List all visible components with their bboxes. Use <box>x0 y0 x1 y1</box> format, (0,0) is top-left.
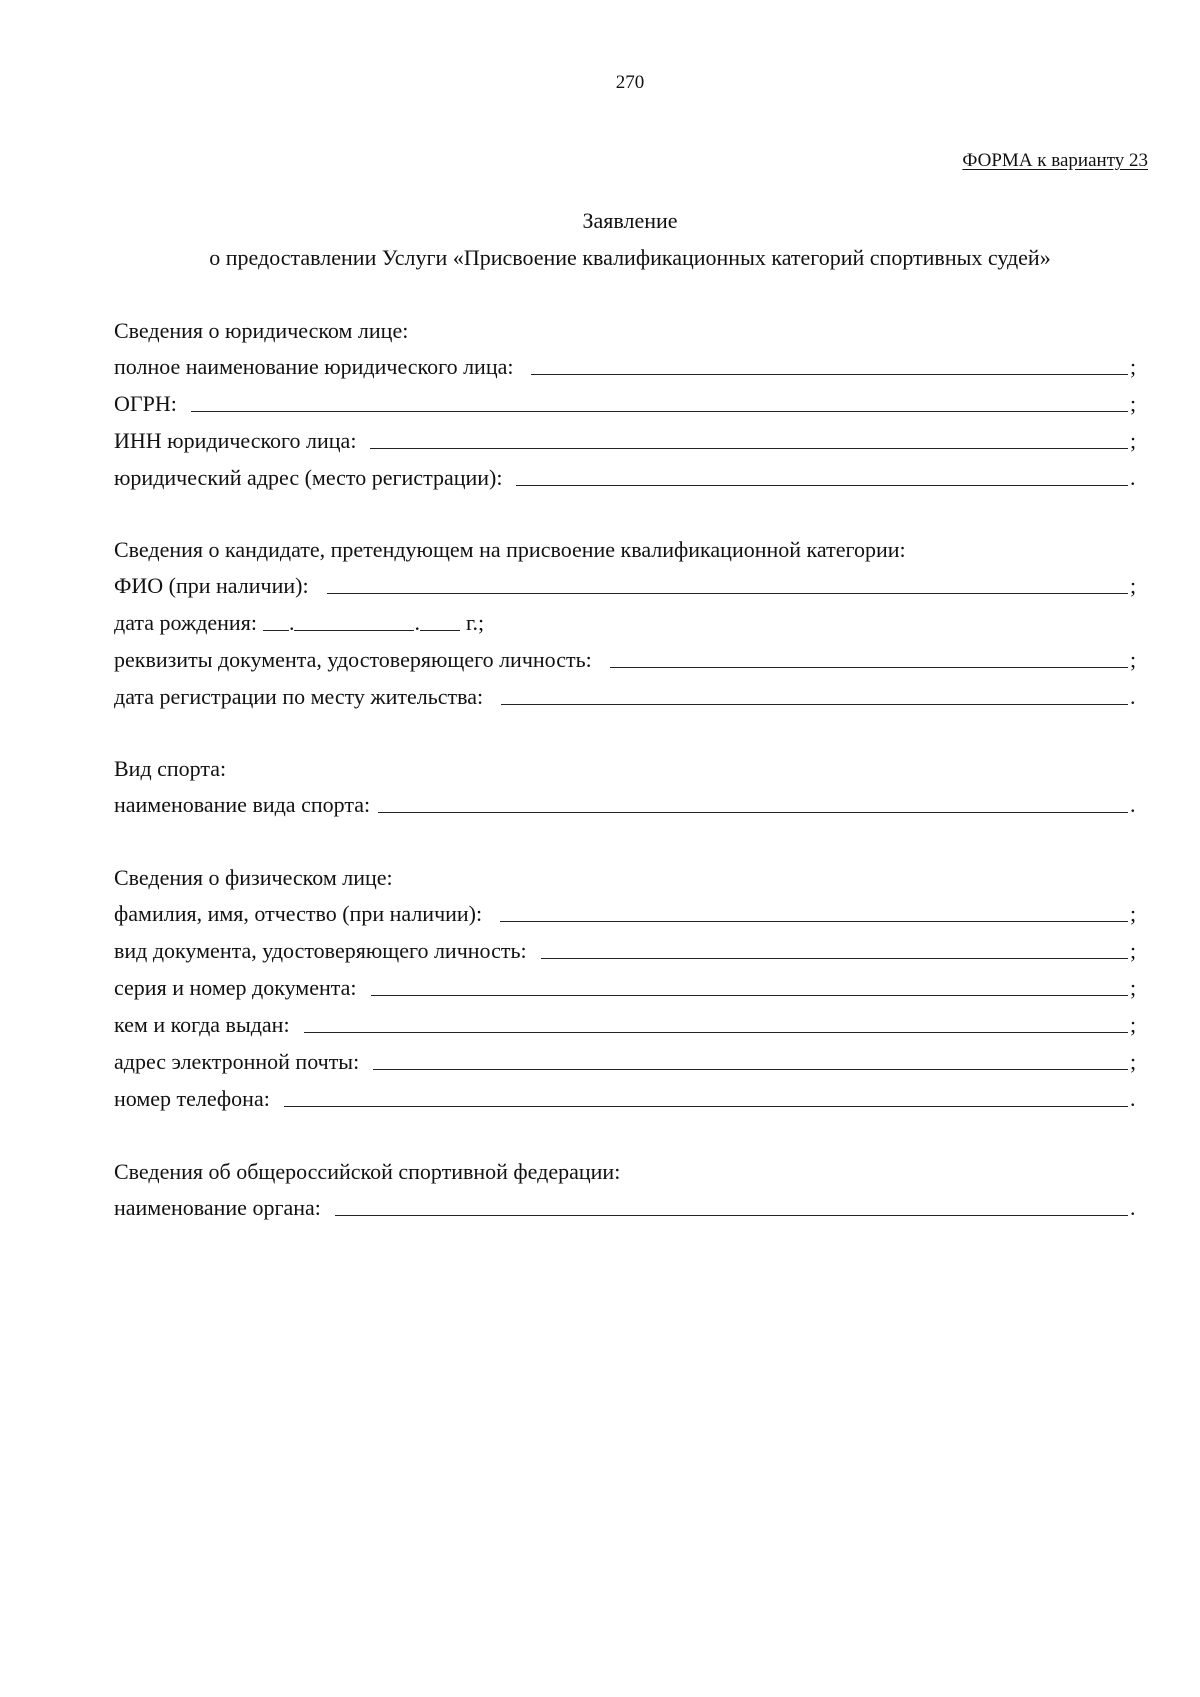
date-suffix: г.; <box>465 610 485 635</box>
fill-line-ogrn[interactable] <box>191 391 1128 412</box>
field-punct: ; <box>1130 354 1137 379</box>
field-label: реквизиты документа, удостоверяющего личность: <box>114 647 592 672</box>
field-punct: . <box>1130 1195 1136 1220</box>
field-row-inn <box>114 424 1138 454</box>
field-label: ИНН юридического лица: <box>114 428 357 453</box>
fill-line-document-type[interactable] <box>541 938 1128 959</box>
section-heading-sport: Вид спорта: <box>114 756 227 781</box>
field-label: адрес электронной почты: <box>114 1049 360 1074</box>
field-label: дата регистрации по месту жительства: <box>114 684 484 709</box>
field-punct: ; <box>1130 975 1137 1000</box>
field-label: юридический адрес (место регистрации): <box>114 465 503 490</box>
field-punct: ; <box>1130 391 1137 416</box>
field-label: полное наименование юридического лица: <box>114 354 514 379</box>
fill-line-full-name[interactable] <box>500 901 1128 922</box>
field-punct: ; <box>1130 428 1137 453</box>
field-punct: ; <box>1130 901 1137 926</box>
section-heading-legal-entity: Сведения о юридическом лице: <box>114 318 409 343</box>
field-row-federation-name <box>114 1191 1138 1221</box>
document-subtitle: о предоставлении Услуги «Присвоение квалификационных категорий спортивных судей» <box>209 245 1051 270</box>
field-label: вид документа, удостоверяющего личность: <box>114 938 527 963</box>
section-heading-candidate: Сведения о кандидате, претендующем на присвоение квалификационной категории: <box>114 537 906 562</box>
date-separator: . <box>414 610 420 635</box>
field-label: серия и номер документа: <box>114 975 357 1000</box>
field-punct: ; <box>1130 938 1137 963</box>
section-heading-federation: Сведения об общероссийской спортивной федерации: <box>114 1159 621 1184</box>
fill-blank-birth-month[interactable] <box>294 610 414 631</box>
field-label: ФИО (при наличии): <box>114 573 309 598</box>
field-row-ogrn <box>114 387 1138 417</box>
field-label: фамилия, имя, отчество (при наличии): <box>114 901 483 926</box>
field-row-full-name <box>114 897 1138 927</box>
fill-line-registration-date[interactable] <box>501 684 1128 705</box>
field-row-document-number <box>114 971 1138 1001</box>
fill-line-phone[interactable] <box>284 1086 1128 1107</box>
field-punct: . <box>1130 465 1136 490</box>
field-row-issued-by <box>114 1008 1138 1038</box>
fill-line-email[interactable] <box>373 1049 1128 1070</box>
fill-line-legal-address[interactable] <box>516 465 1128 486</box>
document-title: Заявление <box>582 208 678 233</box>
field-punct: ; <box>1130 647 1137 672</box>
field-punct: ; <box>1130 573 1137 598</box>
page-number: 270 <box>615 72 645 93</box>
field-row-legal-entity-name <box>114 350 1138 380</box>
section-heading-individual: Сведения о физическом лице: <box>114 865 393 890</box>
fill-line-inn[interactable] <box>370 428 1128 449</box>
field-row-email <box>114 1045 1138 1075</box>
field-row-document-type <box>114 934 1138 964</box>
field-row-phone <box>114 1082 1138 1112</box>
date-separator: . <box>288 610 295 635</box>
field-punct: . <box>1130 1086 1136 1111</box>
field-row-sport-name <box>114 788 1138 818</box>
field-punct: . <box>1130 792 1136 817</box>
fill-line-federation-name[interactable] <box>335 1195 1128 1216</box>
field-label: наименование вида спорта: <box>114 792 371 817</box>
field-row-legal-address <box>114 461 1138 491</box>
fill-line-sport-name[interactable] <box>378 792 1128 813</box>
field-row-id-document <box>114 643 1138 673</box>
fill-blank-birth-day[interactable] <box>263 610 289 631</box>
fill-line-issued-by[interactable] <box>304 1012 1128 1033</box>
fill-line-fio[interactable] <box>327 573 1128 594</box>
field-row-birth-date <box>114 606 484 636</box>
field-label: дата рождения: <box>114 610 257 635</box>
field-punct: ; <box>1130 1049 1137 1074</box>
field-label: кем и когда выдан: <box>114 1012 290 1037</box>
field-row-registration-date <box>114 680 1138 710</box>
fill-line-document-number[interactable] <box>371 975 1128 996</box>
field-punct: ; <box>1130 1012 1137 1037</box>
fill-line-legal-entity-name[interactable] <box>531 354 1128 375</box>
field-label: ОГРН: <box>114 391 177 416</box>
fill-line-id-document[interactable] <box>610 647 1128 668</box>
field-row-fio <box>114 569 1138 599</box>
form-reference: ФОРМА к варианту 23 <box>962 150 1148 171</box>
field-label: номер телефона: <box>114 1086 270 1111</box>
fill-blank-birth-year[interactable] <box>420 610 460 631</box>
field-punct: . <box>1130 684 1136 709</box>
field-label: наименование органа: <box>114 1195 321 1220</box>
